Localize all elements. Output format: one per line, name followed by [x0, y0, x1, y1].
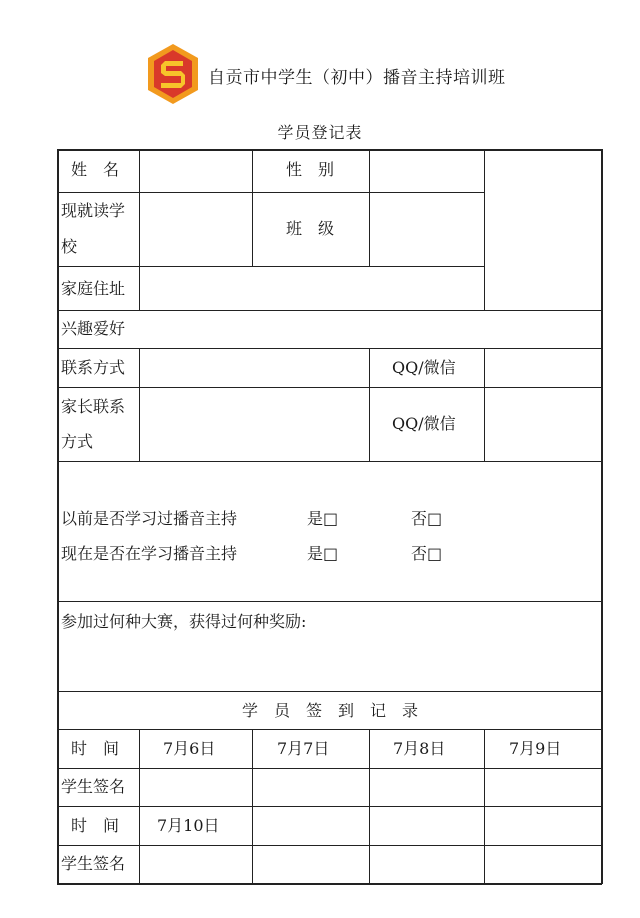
date-cell: 7月7日: [277, 739, 330, 758]
attendance-title: 学 员 签 到 记 录: [241, 701, 418, 720]
gender-input-cell[interactable]: [371, 151, 483, 191]
photo-cell[interactable]: [486, 151, 600, 309]
awards-label: 参加过何种大赛，获得过何种奖励:: [61, 612, 307, 631]
date-cell: 7月9日: [509, 739, 562, 758]
signature-label-row2: 学生签名: [61, 854, 126, 873]
school-label-line1: 现就读学: [61, 201, 126, 220]
parent-qq-wechat-label: QQ/微信: [392, 414, 456, 433]
qq-wechat-label: QQ/微信: [392, 358, 456, 377]
current-study-no-checkbox[interactable]: 否□: [411, 544, 443, 563]
time-label-row1: 时 间: [71, 739, 120, 758]
parent-contact-label-line1: 家长联系: [61, 397, 126, 416]
date-cell: 7月8日: [393, 739, 446, 758]
class-input-cell[interactable]: [371, 194, 483, 265]
contact-label: 联系方式: [61, 358, 126, 377]
signature-label-row1: 学生签名: [61, 777, 126, 796]
parent-contact-label-line2: 方式: [61, 432, 94, 451]
current-study-yes-checkbox[interactable]: 是□: [307, 544, 339, 563]
name-input-cell[interactable]: [141, 151, 251, 191]
parent-contact-input-cell[interactable]: [141, 389, 368, 460]
class-label: 班 级: [286, 219, 335, 238]
school-label-line2: 校: [61, 237, 78, 256]
awards-input-cell[interactable]: [59, 640, 600, 690]
time-label-row2: 时 间: [71, 816, 120, 835]
address-input-cell[interactable]: [141, 268, 483, 309]
signature-cell[interactable]: [486, 770, 600, 805]
date-cell: 7月6日: [163, 739, 216, 758]
school-input-cell[interactable]: [141, 194, 251, 265]
question-current-study: 现在是否在学习播音主持: [61, 544, 238, 563]
hobby-label: 兴趣爱好: [61, 319, 126, 338]
question-previous-study: 以前是否学习过播音主持: [61, 509, 238, 528]
name-label: 姓 名: [71, 160, 120, 179]
signature-cell[interactable]: [141, 770, 251, 805]
signature-cell[interactable]: [371, 770, 483, 805]
signature-cell[interactable]: [141, 847, 251, 882]
qq-wechat-input-cell[interactable]: [486, 350, 600, 386]
hobby-input-cell[interactable]: [141, 312, 600, 347]
contact-input-cell[interactable]: [141, 350, 368, 386]
signature-cell[interactable]: [254, 770, 368, 805]
date-cell: 7月10日: [157, 816, 220, 835]
address-label: 家庭住址: [61, 279, 126, 298]
organization-title: 自贡市中学生（初中）播音主持培训班: [208, 68, 506, 88]
parent-qq-wechat-input-cell[interactable]: [486, 389, 600, 460]
form-title: 学员登记表: [277, 123, 363, 142]
previous-study-yes-checkbox[interactable]: 是□: [307, 509, 339, 528]
previous-study-no-checkbox[interactable]: 否□: [411, 509, 443, 528]
gender-label: 性 别: [286, 160, 335, 179]
